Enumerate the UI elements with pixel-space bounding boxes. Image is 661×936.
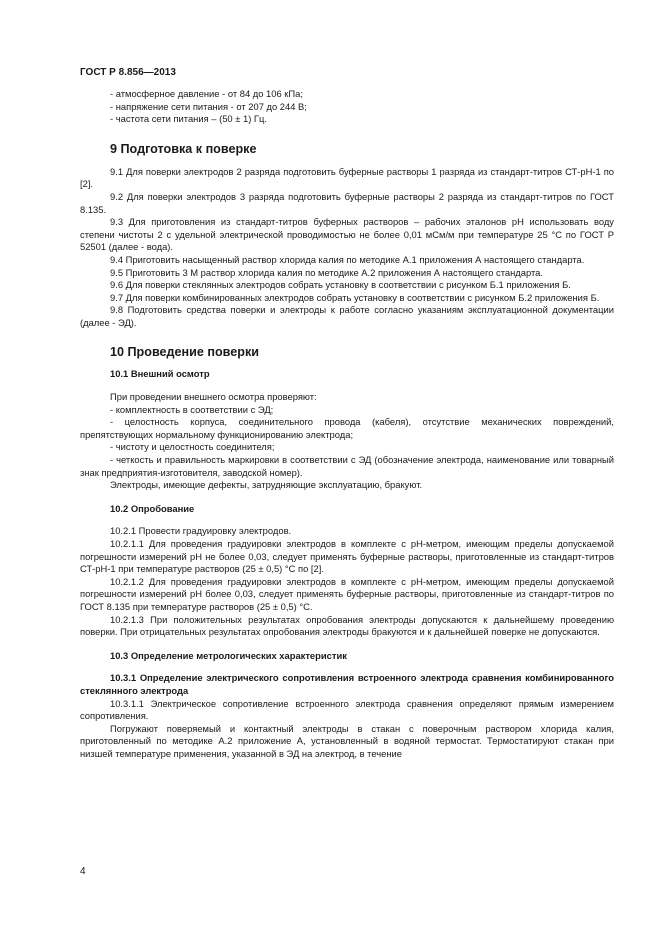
subsection-10-3-1-title: 10.3.1 Определение электрического сопротивления встроенного электрода сравнения комбинированного стеклянного электрода xyxy=(80,672,614,696)
paragraph: При проведении внешнего осмотра проверяют: xyxy=(110,391,317,403)
paragraph: 10.3.1.1 Электрическое сопротивление встроенного электрода сравнения определяют прямым измерением сопротивления. xyxy=(80,697,614,722)
list-item: - комплектность в соответствии с ЭД; xyxy=(110,403,274,415)
page-content xyxy=(80,88,614,761)
section-10-title: 10 Проведение поверки xyxy=(110,344,259,359)
paragraph: 9.8 Подготовить средства поверки и электроды к работе согласно указаниям эксплуатационной документации (далее - ЭД). xyxy=(80,304,614,328)
list-item: - частота сети питания – (50 ± 1) Гц. xyxy=(110,113,267,125)
paragraph: 10.2.1 Провести градуировку электродов. xyxy=(110,525,292,537)
paragraph: 9.7 Для поверки комбинированных электродов собрать установку в соответствии с рисунком Б.2 приложения Б. xyxy=(110,291,600,303)
paragraph: 10.2.1.3 При положительных результатах опробования электроды допускаются к дальнейшему проведению поверки. При отрицательных результатах опробования электроды бракуются и к дальнейшей поверке не допускаются. xyxy=(80,613,614,638)
list-item: - целостность корпуса, соединительного провода (кабеля), отсутствие механических повреждений, препятствующих нормальному функционированию электрода; xyxy=(80,416,614,440)
list-item: - чистоту и целостность соединителя; xyxy=(110,441,275,453)
paragraph: 9.6 Для поверки стеклянных электродов собрать установку в соответствии с рисунком Б.1 приложения Б. xyxy=(110,279,571,291)
list-item: - атмосферное давление - от 84 до 106 кПа; xyxy=(110,88,303,99)
paragraph: 9.3 Для приготовления из стандарт-титров буферных растворов – рабочих эталонов рН использовать воду степени чистоты 2 с удельной электрической проводимостью не более 0,01 мСм/м при температуре 25 °С по ГОСТ Р 52501 (далее - вода). xyxy=(80,216,614,253)
paragraph: 9.1 Для поверки электродов 2 разряда подготовить буферные растворы 1 разряда из стандарт-титров СТ-рН-1 по [2]. xyxy=(80,165,614,190)
paragraph: 9.2 Для поверки электродов 3 разряда подготовить буферные растворы 2 разряда из стандарт-титров по ГОСТ 8.135. xyxy=(80,190,614,215)
section-10-2-title: 10.2 Опробование xyxy=(110,502,195,514)
section-10-3-title: 10.3 Определение метрологических характеристик xyxy=(110,649,347,661)
paragraph: Погружают поверяемый и контактный электроды в стакан с поверочным раствором хлорида калия, приготовленный по методике А.2 приложение А, установленный в водяной термостат. Термостатируют стакан при низшей температуре применения, указанной в ЭД на электрод, в течение xyxy=(80,722,614,759)
paragraph: 10.2.1.2 Для проведения градуировки электродов в комплекте с рН-метром, имеющим пределы допускаемой погрешности измерений рН более 0,03, следует применять буферные растворы, приготовленные из стандарт-титров по ГОСТ 8.135 при температуре растворов (25 ± 0,5) °С. xyxy=(80,575,614,612)
paragraph: 9.5 Приготовить 3 М раствор хлорида калия по методике А.2 приложения А настоящего стандарта. xyxy=(110,266,544,278)
list-item: - четкость и правильность маркировки в соответствии с ЭД (обозначение электрода, наименование или товарный знак предприятия-изготовителя, заводской номер). xyxy=(80,454,614,478)
paragraph: 9.4 Приготовить насыщенный раствор хлорида калия по методике А.1 приложения А настоящего стандарта. xyxy=(110,253,585,265)
paragraph: 10.2.1.1 Для проведения градуировки электродов в комплекте с рН-метром, имеющим пределы допускаемой погрешности измерений рН не более 0,03, следует применять буферные растворы, приготовленные из стандарт-титров СТ-рН-1 при температуре растворов (25 ± 0,5) °С по [2]. xyxy=(80,538,614,575)
list-item: - напряжение сети питания - от 207 до 244 В; xyxy=(110,100,307,112)
section-10-1-title: 10.1 Внешний осмотр xyxy=(110,367,210,379)
document-header: ГОСТ Р 8.856—2013 xyxy=(80,67,176,78)
section-9-title: 9 Подготовка к поверке xyxy=(110,141,257,156)
paragraph: Электроды, имеющие дефекты, затрудняющие эксплуатацию, бракуют. xyxy=(110,479,423,491)
page-number: 4 xyxy=(80,866,86,877)
